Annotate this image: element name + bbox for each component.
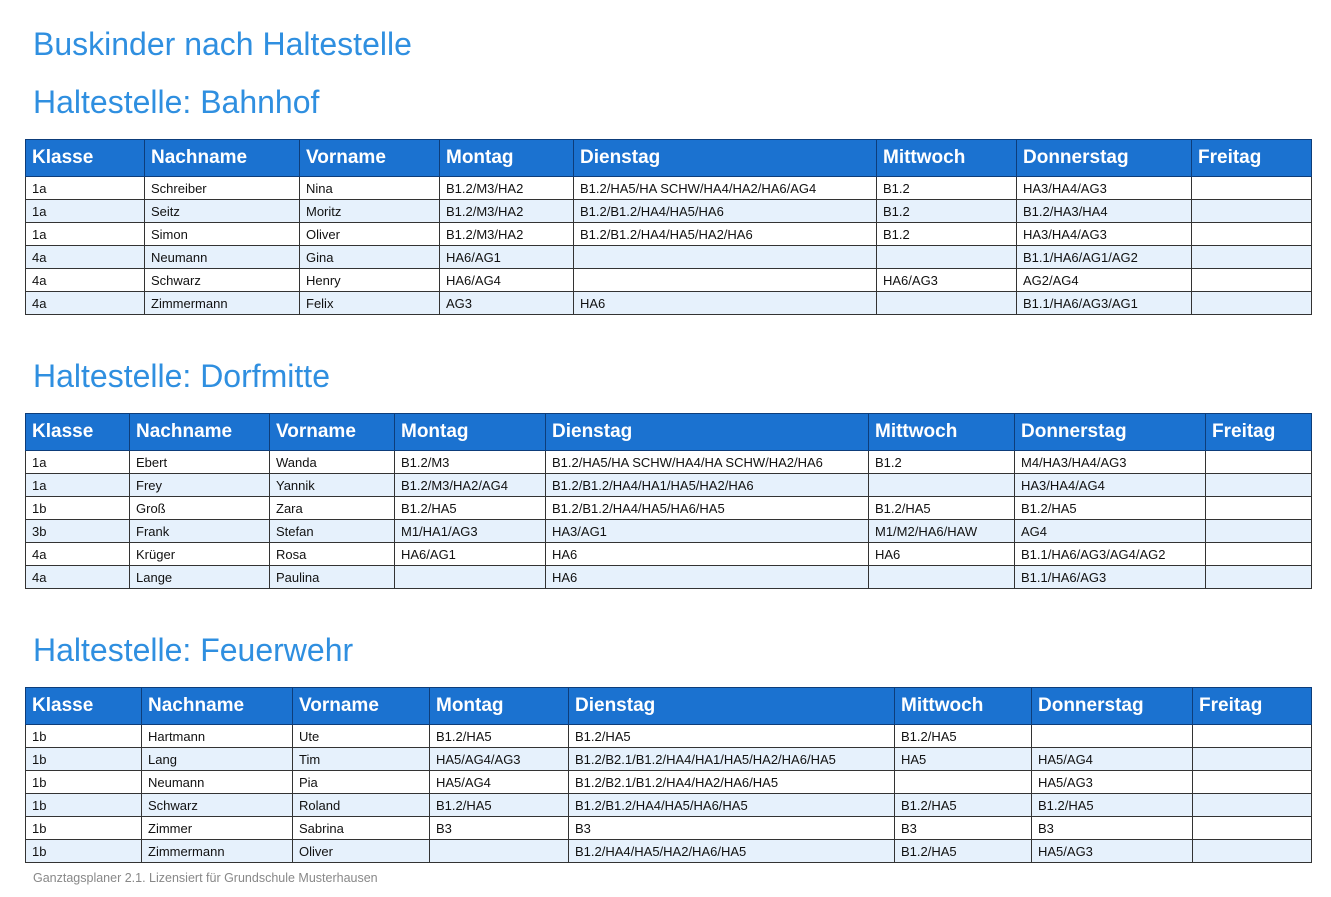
cell-mittwoch: HA6/AG3	[877, 269, 1017, 292]
cell-nachname: Neumann	[145, 246, 300, 269]
cell-vorname: Oliver	[293, 840, 430, 863]
cell-vorname: Pia	[293, 771, 430, 794]
cell-donnerstag: B1.1/HA6/AG3/AG4/AG2	[1015, 543, 1206, 566]
cell-dienstag: HA3/AG1	[546, 520, 869, 543]
cell-vorname: Paulina	[270, 566, 395, 589]
cell-montag: B1.2/M3/HA2	[440, 177, 574, 200]
header-nachname[interactable]: Nachname	[130, 414, 270, 451]
cell-donnerstag: AG4	[1015, 520, 1206, 543]
table-row[interactable]	[26, 200, 1312, 223]
header-donnerstag[interactable]: Donnerstag	[1017, 140, 1192, 177]
cell-mittwoch: B3	[895, 817, 1032, 840]
cell-montag	[395, 566, 546, 589]
cell-klasse: 4a	[26, 566, 130, 589]
cell-montag: HA6/AG1	[395, 543, 546, 566]
cell-dienstag: B1.2/HA5/HA SCHW/HA4/HA SCHW/HA2/HA6	[546, 451, 869, 474]
table-row[interactable]	[26, 725, 1312, 748]
cell-montag: HA5/AG4	[430, 771, 569, 794]
cell-nachname: Simon	[145, 223, 300, 246]
cell-donnerstag: B1.1/HA6/AG1/AG2	[1017, 246, 1192, 269]
cell-klasse: 1b	[26, 725, 142, 748]
table-row[interactable]	[26, 817, 1312, 840]
footer-license: Ganztagsplaner 2.1. Lizensiert für Grundschule Musterhausen	[33, 871, 378, 885]
cell-freitag	[1192, 223, 1312, 246]
table-row[interactable]	[26, 840, 1312, 863]
cell-vorname: Yannik	[270, 474, 395, 497]
header-dienstag[interactable]: Dienstag	[546, 414, 869, 451]
cell-montag: B1.2/M3/HA2	[440, 223, 574, 246]
cell-donnerstag: HA5/AG4	[1032, 748, 1193, 771]
cell-nachname: Ebert	[130, 451, 270, 474]
cell-nachname: Seitz	[145, 200, 300, 223]
cell-klasse: 1a	[26, 223, 145, 246]
cell-freitag	[1193, 817, 1312, 840]
page-title: Buskinder nach Haltestelle	[33, 26, 412, 62]
cell-mittwoch: B1.2/HA5	[895, 794, 1032, 817]
cell-dienstag: B1.2/B1.2/HA4/HA5/HA6/HA5	[569, 794, 895, 817]
cell-montag: AG3	[440, 292, 574, 315]
cell-montag: B1.2/M3/HA2	[440, 200, 574, 223]
table-feuerwehr	[25, 687, 1312, 863]
cell-klasse: 4a	[26, 292, 145, 315]
cell-freitag	[1193, 840, 1312, 863]
cell-klasse: 1b	[26, 497, 130, 520]
header-dienstag[interactable]: Dienstag	[574, 140, 877, 177]
cell-mittwoch	[877, 292, 1017, 315]
cell-donnerstag: HA5/AG3	[1032, 771, 1193, 794]
cell-donnerstag: HA3/HA4/AG3	[1017, 223, 1192, 246]
table-row[interactable]	[26, 566, 1312, 589]
table-header-row	[26, 688, 1312, 725]
cell-nachname: Zimmermann	[145, 292, 300, 315]
cell-mittwoch: B1.2/HA5	[895, 840, 1032, 863]
cell-donnerstag: HA3/HA4/AG3	[1017, 177, 1192, 200]
cell-donnerstag	[1032, 725, 1193, 748]
table-row[interactable]	[26, 794, 1312, 817]
cell-mittwoch	[895, 771, 1032, 794]
cell-dienstag: B1.2/B2.1/B1.2/HA4/HA2/HA6/HA5	[569, 771, 895, 794]
cell-mittwoch: B1.2/HA5	[895, 725, 1032, 748]
cell-dienstag: B1.2/HA5/HA SCHW/HA4/HA2/HA6/AG4	[574, 177, 877, 200]
cell-montag: HA6/AG4	[440, 269, 574, 292]
cell-nachname: Zimmermann	[142, 840, 293, 863]
table-row[interactable]	[26, 543, 1312, 566]
cell-dienstag: B1.2/B1.2/HA4/HA5/HA6/HA5	[546, 497, 869, 520]
cell-klasse: 3b	[26, 520, 130, 543]
cell-dienstag: B1.2/HA4/HA5/HA2/HA6/HA5	[569, 840, 895, 863]
table-header-row	[26, 140, 1312, 177]
cell-nachname: Lang	[142, 748, 293, 771]
cell-dienstag: B3	[569, 817, 895, 840]
cell-freitag	[1193, 748, 1312, 771]
cell-freitag	[1192, 292, 1312, 315]
cell-montag: B1.2/M3/HA2/AG4	[395, 474, 546, 497]
cell-klasse: 1a	[26, 177, 145, 200]
cell-mittwoch	[869, 474, 1015, 497]
cell-donnerstag: M4/HA3/HA4/AG3	[1015, 451, 1206, 474]
table-row[interactable]	[26, 292, 1312, 315]
cell-nachname: Schreiber	[145, 177, 300, 200]
table-row[interactable]	[26, 748, 1312, 771]
cell-mittwoch: B1.2	[869, 451, 1015, 474]
header-vorname[interactable]: Vorname	[293, 688, 430, 725]
cell-donnerstag: B3	[1032, 817, 1193, 840]
header-nachname[interactable]: Nachname	[142, 688, 293, 725]
cell-dienstag	[574, 246, 877, 269]
cell-freitag	[1193, 794, 1312, 817]
header-donnerstag[interactable]: Donnerstag	[1032, 688, 1193, 725]
header-freitag[interactable]: Freitag	[1193, 688, 1312, 725]
cell-nachname: Hartmann	[142, 725, 293, 748]
cell-mittwoch	[869, 566, 1015, 589]
header-montag[interactable]: Montag	[395, 414, 546, 451]
table-body-feuerwehr	[26, 725, 1312, 863]
cell-donnerstag: B1.1/HA6/AG3/AG1	[1017, 292, 1192, 315]
cell-freitag	[1206, 497, 1312, 520]
table-row[interactable]	[26, 451, 1312, 474]
cell-klasse: 1b	[26, 748, 142, 771]
section-title-dorfmitte: Haltestelle: Dorfmitte	[33, 358, 330, 394]
header-mittwoch[interactable]: Mittwoch	[895, 688, 1032, 725]
cell-klasse: 1b	[26, 840, 142, 863]
cell-montag: HA6/AG1	[440, 246, 574, 269]
cell-dienstag: HA6	[546, 543, 869, 566]
table-header-row	[26, 414, 1312, 451]
cell-donnerstag: HA5/AG3	[1032, 840, 1193, 863]
cell-klasse: 4a	[26, 543, 130, 566]
cell-montag: B1.2/HA5	[430, 725, 569, 748]
cell-klasse: 1b	[26, 817, 142, 840]
cell-nachname: Lange	[130, 566, 270, 589]
header-freitag[interactable]: Freitag	[1206, 414, 1312, 451]
cell-montag	[430, 840, 569, 863]
cell-vorname: Moritz	[300, 200, 440, 223]
cell-montag: M1/HA1/AG3	[395, 520, 546, 543]
cell-freitag	[1192, 246, 1312, 269]
cell-vorname: Rosa	[270, 543, 395, 566]
cell-vorname: Zara	[270, 497, 395, 520]
cell-nachname: Krüger	[130, 543, 270, 566]
header-donnerstag[interactable]: Donnerstag	[1015, 414, 1206, 451]
cell-mittwoch: HA5	[895, 748, 1032, 771]
header-vorname[interactable]: Vorname	[300, 140, 440, 177]
cell-klasse: 1b	[26, 771, 142, 794]
cell-vorname: Felix	[300, 292, 440, 315]
cell-freitag	[1192, 177, 1312, 200]
header-vorname[interactable]: Vorname	[270, 414, 395, 451]
cell-donnerstag: B1.2/HA5	[1015, 497, 1206, 520]
header-freitag[interactable]: Freitag	[1192, 140, 1312, 177]
cell-freitag	[1192, 200, 1312, 223]
cell-nachname: Frey	[130, 474, 270, 497]
cell-klasse: 4a	[26, 269, 145, 292]
cell-freitag	[1206, 566, 1312, 589]
cell-klasse: 4a	[26, 246, 145, 269]
cell-klasse: 1a	[26, 474, 130, 497]
cell-nachname: Zimmer	[142, 817, 293, 840]
cell-vorname: Tim	[293, 748, 430, 771]
table-bahnhof	[25, 139, 1312, 315]
cell-donnerstag: B1.2/HA5	[1032, 794, 1193, 817]
header-mittwoch[interactable]: Mittwoch	[869, 414, 1015, 451]
cell-dienstag: B1.2/HA5	[569, 725, 895, 748]
cell-donnerstag: B1.2/HA3/HA4	[1017, 200, 1192, 223]
header-klasse[interactable]: Klasse	[26, 140, 145, 177]
cell-mittwoch: B1.2	[877, 200, 1017, 223]
cell-vorname: Ute	[293, 725, 430, 748]
header-montag[interactable]: Montag	[430, 688, 569, 725]
cell-donnerstag: B1.1/HA6/AG3	[1015, 566, 1206, 589]
cell-mittwoch: HA6	[869, 543, 1015, 566]
table-row[interactable]	[26, 223, 1312, 246]
header-montag[interactable]: Montag	[440, 140, 574, 177]
section-title-bahnhof: Haltestelle: Bahnhof	[33, 84, 320, 120]
cell-klasse: 1a	[26, 451, 130, 474]
table-row[interactable]	[26, 771, 1312, 794]
cell-freitag	[1206, 451, 1312, 474]
cell-nachname: Neumann	[142, 771, 293, 794]
cell-vorname: Roland	[293, 794, 430, 817]
table-row[interactable]	[26, 497, 1312, 520]
cell-dienstag: B1.2/B1.2/HA4/HA5/HA6	[574, 200, 877, 223]
cell-freitag	[1193, 771, 1312, 794]
table-body-bahnhof	[26, 177, 1312, 315]
cell-freitag	[1193, 725, 1312, 748]
cell-vorname: Nina	[300, 177, 440, 200]
cell-mittwoch: B1.2	[877, 223, 1017, 246]
section-title-feuerwehr: Haltestelle: Feuerwehr	[33, 632, 354, 668]
cell-mittwoch: B1.2/HA5	[869, 497, 1015, 520]
header-klasse[interactable]: Klasse	[26, 414, 130, 451]
cell-montag: B3	[430, 817, 569, 840]
cell-donnerstag: HA3/HA4/AG4	[1015, 474, 1206, 497]
cell-dienstag: B1.2/B1.2/HA4/HA5/HA2/HA6	[574, 223, 877, 246]
cell-freitag	[1206, 474, 1312, 497]
cell-vorname: Gina	[300, 246, 440, 269]
cell-montag: B1.2/HA5	[430, 794, 569, 817]
table-row[interactable]	[26, 474, 1312, 497]
table-body-dorfmitte	[26, 451, 1312, 589]
header-klasse[interactable]: Klasse	[26, 688, 142, 725]
cell-vorname: Oliver	[300, 223, 440, 246]
cell-dienstag: HA6	[546, 566, 869, 589]
table-row[interactable]	[26, 269, 1312, 292]
cell-klasse: 1b	[26, 794, 142, 817]
cell-dienstag	[574, 269, 877, 292]
header-dienstag[interactable]: Dienstag	[569, 688, 895, 725]
cell-vorname: Henry	[300, 269, 440, 292]
cell-nachname: Schwarz	[145, 269, 300, 292]
table-row[interactable]	[26, 177, 1312, 200]
header-mittwoch[interactable]: Mittwoch	[877, 140, 1017, 177]
cell-mittwoch	[877, 246, 1017, 269]
cell-vorname: Sabrina	[293, 817, 430, 840]
table-row[interactable]	[26, 246, 1312, 269]
cell-dienstag: B1.2/B1.2/HA4/HA1/HA5/HA2/HA6	[546, 474, 869, 497]
cell-mittwoch: M1/M2/HA6/HAW	[869, 520, 1015, 543]
table-dorfmitte	[25, 413, 1312, 589]
cell-montag: B1.2/HA5	[395, 497, 546, 520]
cell-nachname: Schwarz	[142, 794, 293, 817]
cell-vorname: Stefan	[270, 520, 395, 543]
cell-montag: HA5/AG4/AG3	[430, 748, 569, 771]
cell-mittwoch: B1.2	[877, 177, 1017, 200]
header-nachname[interactable]: Nachname	[145, 140, 300, 177]
cell-nachname: Frank	[130, 520, 270, 543]
cell-montag: B1.2/M3	[395, 451, 546, 474]
cell-donnerstag: AG2/AG4	[1017, 269, 1192, 292]
cell-dienstag: B1.2/B2.1/B1.2/HA4/HA1/HA5/HA2/HA6/HA5	[569, 748, 895, 771]
cell-dienstag: HA6	[574, 292, 877, 315]
table-row[interactable]	[26, 520, 1312, 543]
cell-klasse: 1a	[26, 200, 145, 223]
cell-freitag	[1206, 520, 1312, 543]
cell-nachname: Groß	[130, 497, 270, 520]
cell-vorname: Wanda	[270, 451, 395, 474]
cell-freitag	[1192, 269, 1312, 292]
cell-freitag	[1206, 543, 1312, 566]
